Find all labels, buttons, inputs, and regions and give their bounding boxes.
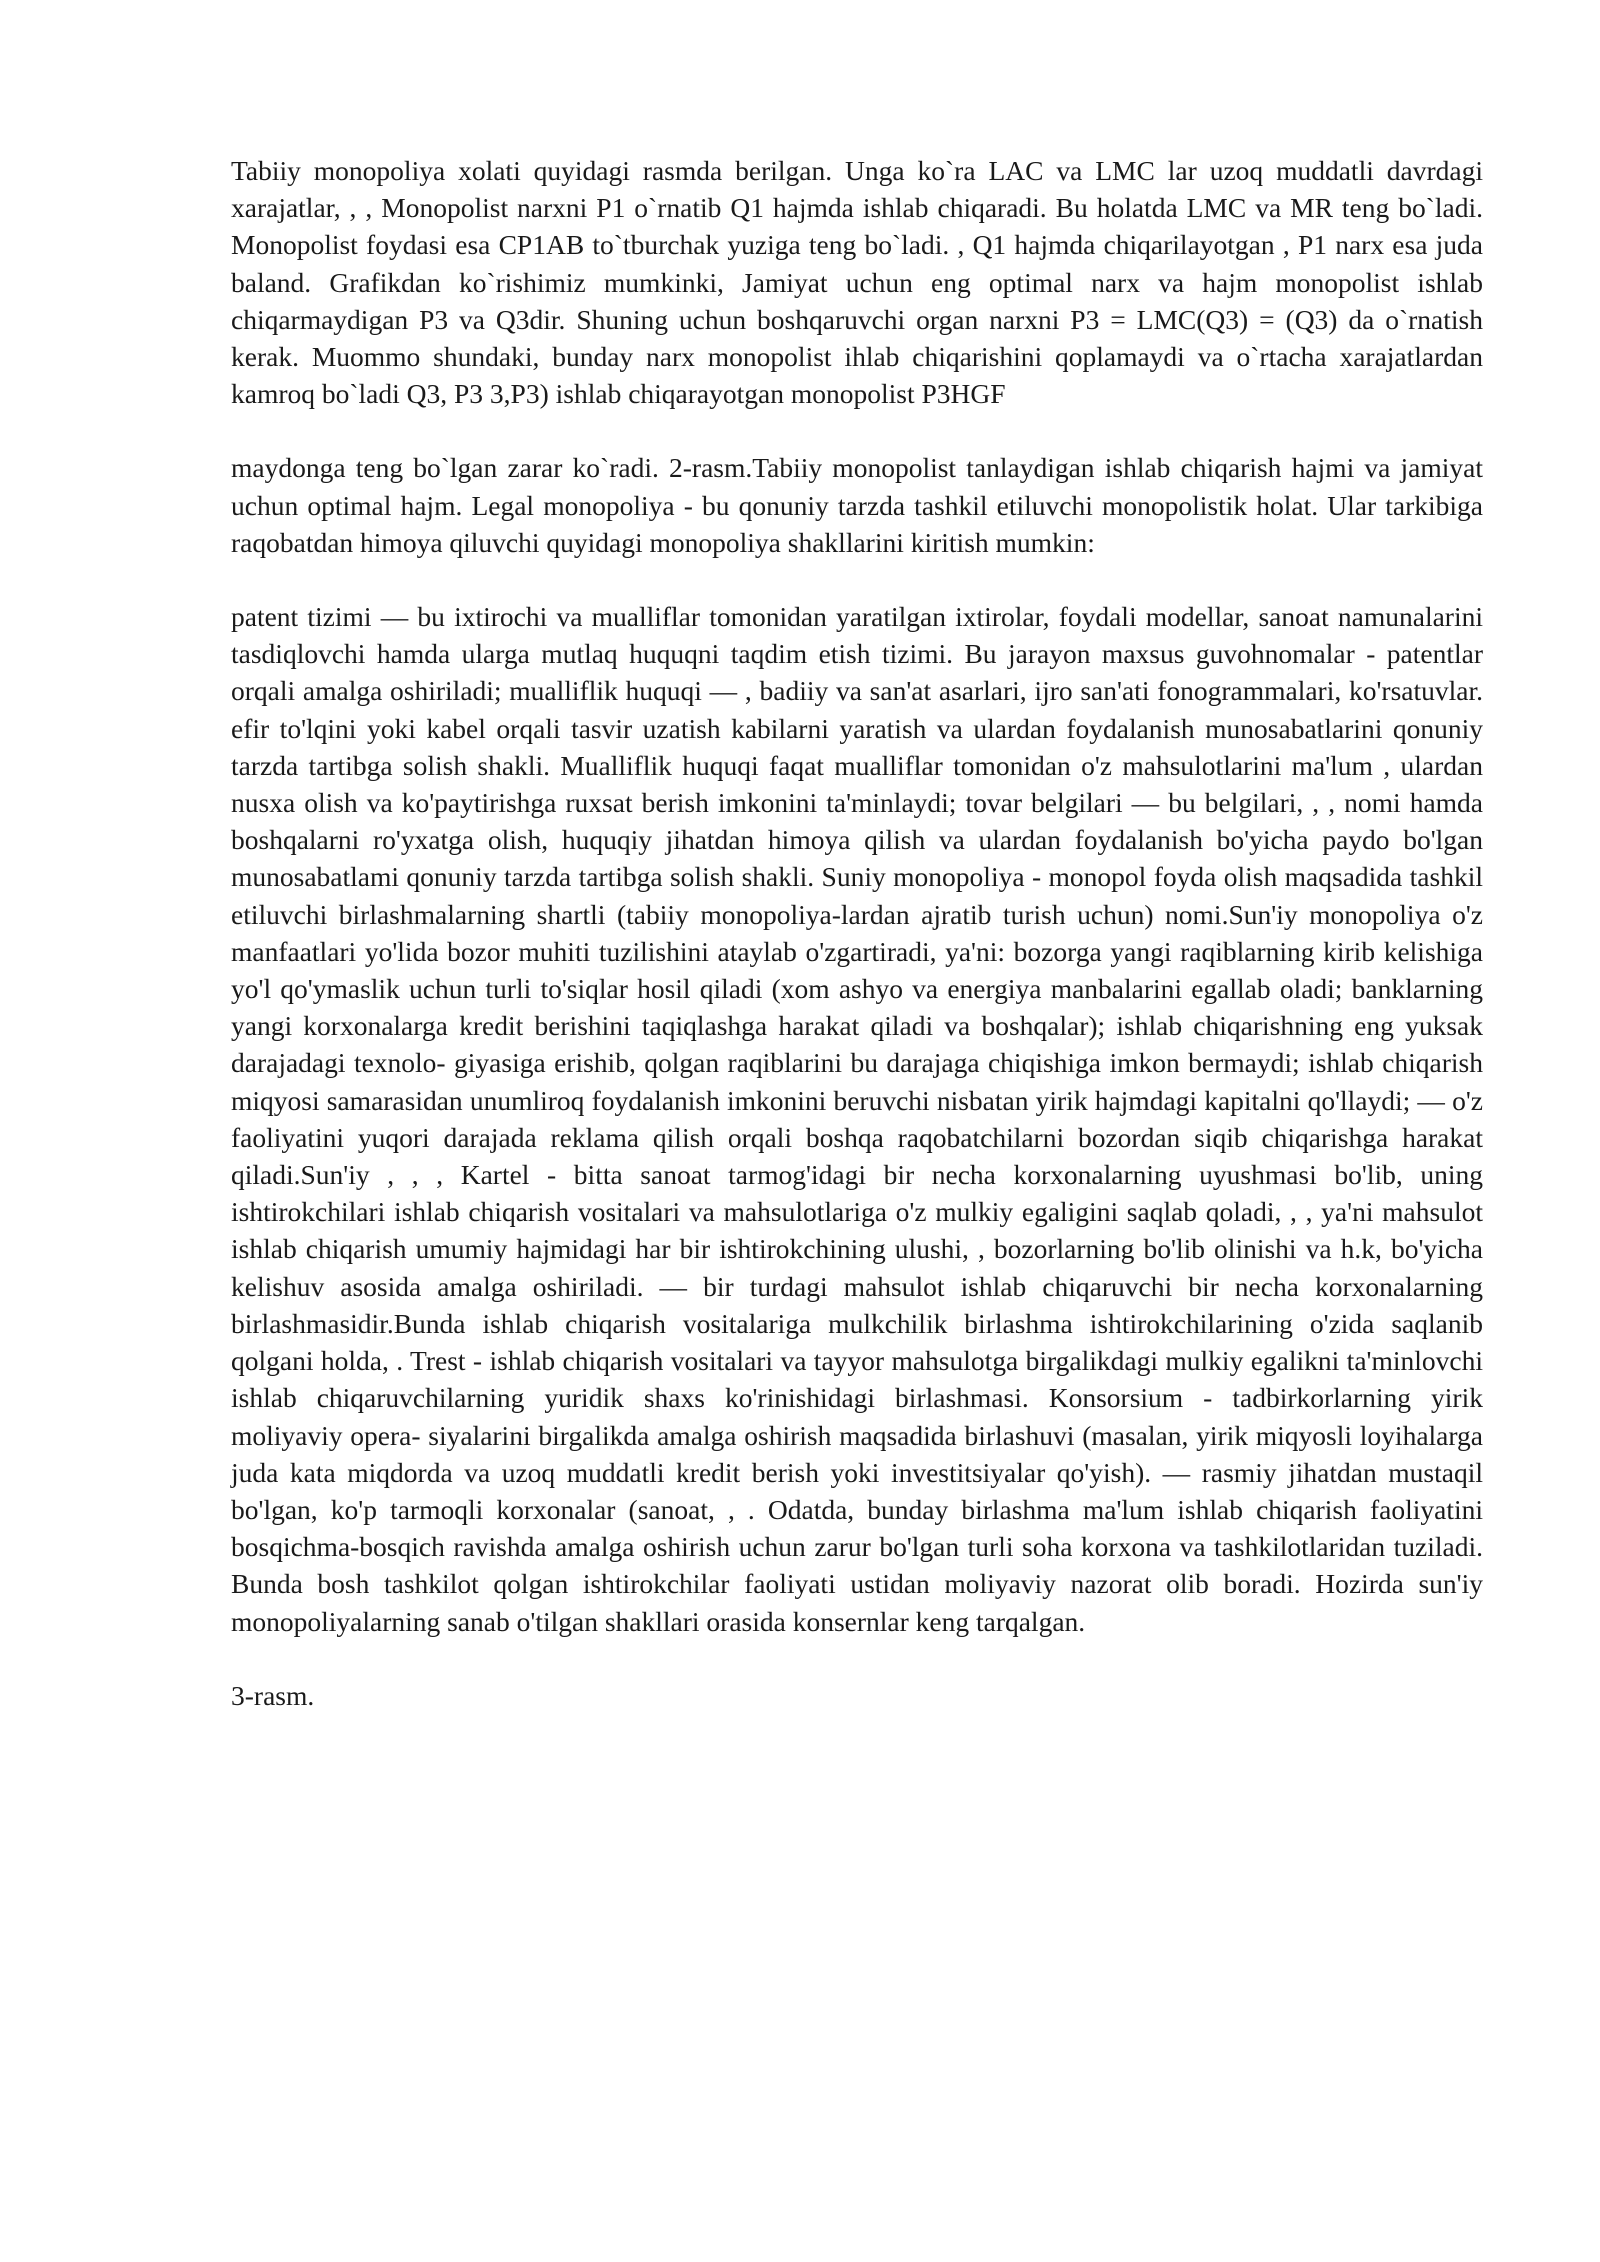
document-page [231, 152, 1483, 1714]
paragraph-spacer [231, 1640, 1483, 1677]
paragraph-legal-monopoly: maydonga teng bo`lgan zarar ko`radi. 2-rasm.Tabiiy monopolist tanlaydigan ishlab chiqarish hajmi va jamiyat uchun optimal hajm. Legal monopoliya - bu qonuniy tarzda tashkil etiluvchi monopolistik holat. Ular tarkibiga raqobatdan himoya qiluvchi quyidagi monopoliya shakllarini kiritish mumkin: [231, 452, 1483, 558]
paragraph-patent-system: patent tizimi — bu ixtirochi va mualliflar tomonidan yaratilgan ixtirolar, foydali modellar, sanoat namunalarini tasdiqlovchi hamda ularga mutlaq huquqni taqdim etish tizimi. Bu jarayon maxsus guvohnomalar - patentlar orqali amalga oshiriladi; mualliflik huquqi — , badiiy va san'at asarlari, ijro san'ati fonogrammalari, ko'rsatuvlar. efir to'lqini yoki kabel orqali tasvir uzatish kabilarni yaratish va ulardan foydalanish munosabatlarini qonuniy tarzda tartibga solish shakli. Mualliflik huquqi faqat mualliflar tomonidan o'z mahsulotlarini ma'lum , ulardan nusxa olish va ko'paytirishga ruxsat berish imkonini ta'minlaydi; tovar belgilari — bu belgilari, , , nomi hamda boshqalarni ro'yxatga olish, huquqiy jihatdan himoya qilish va ulardan foydalanish bo'yicha paydo bo'lgan munosabatlami qonuniy tarzda tartibga solish shakli. Suniy monopoliya - monopol foyda olish maqsadida tashkil etiluvchi birlashmalarning shartli (tabiiy monopoliya-lardan ajratib turish uchun) nomi.Sun'iy monopoliya o'z manfaatlari yo'lida bozor muhiti tuzilishini ataylab o'zgartiradi, ya'ni: bozorga yangi raqiblarning kirib kelishiga yo'l qo'ymaslik uchun turli to'siqlar hosil qiladi (xom ashyo va energiya manbalarini egallab oladi; banklarning yangi korxonalarga kredit berishini taqiqlashga harakat qiladi va boshqalar); ishlab chiqarishning eng yuksak darajadagi texnolo- giyasiga erishib, qolgan raqiblarini bu darajaga chiqishiga imkon bermaydi; ishlab chiqarish miqyosi samarasidan unumliroq foydalanish imkonini beruvchi nisbatan yirik hajmdagi kapitalni qo'llaydi; — o'z faoliyatini yuqori darajada reklama qilish orqali boshqa raqobatchilarni bozordan siqib chiqarishga harakat qiladi.Sun'iy , , , Kartel - bitta sanoat tarmog'idagi bir necha korxonalarning uyushmasi bo'lib, uning ishtirokchilari ishlab chiqarish vositalari va mahsulotlariga o'z mulkiy egaligini saqlab qoladi, , , ya'ni mahsulot ishlab chiqarish umumiy hajmidagi har bir ishtirokchining ulushi, , bozorlarning bo'lib olinishi va h.k, bo'yicha kelishuv asosida amalga oshiriladi. — bir turdagi mahsulot ishlab chiqaruvchi bir necha korxonalarning birlashmasidir.Bunda ishlab chiqarish vositalariga mulkchilik birlashma ishtirokchilarining o'zida saqlanib qolgani holda, . Trest - ishlab chiqarish vositalari va tayyor mahsulotga birgalikdagi mulkiy egalikni ta'minlovchi ishlab chiqaruvchilarning yuridik shaxs ko'rinishidagi birlashmasi. Konsorsium - tadbirkorlarning yirik moliyaviy opera- siyalarini birgalikda amalga oshirish maqsadida birlashuvi (masalan, yirik miqyosli loyihalarga juda kata miqdorda va uzoq muddatli kredit berish yoki investitsiyalar qo'yish). — rasmiy jihatdan mustaqil bo'lgan, ko'p tarmoqli korxonalar (sanoat, , . Odatda, bunday birlashma ma'lum ishlab chiqarish faoliyatini bosqichma-bosqich ravishda amalga oshirish uchun zarur bo'lgan turli soha korxona va tashkilotlaridan tuziladi. Bunda bosh tashkilot qolgan ishtirokchilar faoliyati ustidan moliyaviy nazorat olib boradi. Hozirda sun'iy monopoliyalarning sanab o'tilgan shakllari orasida konsernlar keng tarqalgan. [231, 601, 1483, 1637]
paragraph-spacer [231, 412, 1483, 449]
paragraph-natural-monopoly: Tabiiy monopoliya xolati quyidagi rasmda berilgan. Unga ko`ra LAC va LMC lar uzoq muddatli davrdagi xarajatlar, , , Monopolist narxni P1 o`rnatib Q1 hajmda ishlab chiqaradi. Bu holatda LMC va MR teng bo`ladi. Monopolist foydasi esa CP1AB to`tburchak yuziga teng bo`ladi. , Q1 hajmda chiqarilayotgan , P1 narx esa juda baland. Grafikdan ko`rishimiz mumkinki, Jamiyat uchun eng optimal narx va hajm monopolist ishlab chiqarmaydigan P3 va Q3dir. Shuning uchun boshqaruvchi organ narxni P3 = LMC(Q3) = (Q3) da o`rnatish kerak. Muommo shundaki, bunday narx monopolist ihlab chiqarishini qoplamaydi va o`rtacha xarajatlardan kamroq bo`ladi Q3, P3 3,P3) ishlab chiqarayotgan monopolist P3HGF [231, 155, 1483, 410]
paragraph-spacer [231, 561, 1483, 598]
figure-caption: 3-rasm. [231, 1679, 315, 1711]
